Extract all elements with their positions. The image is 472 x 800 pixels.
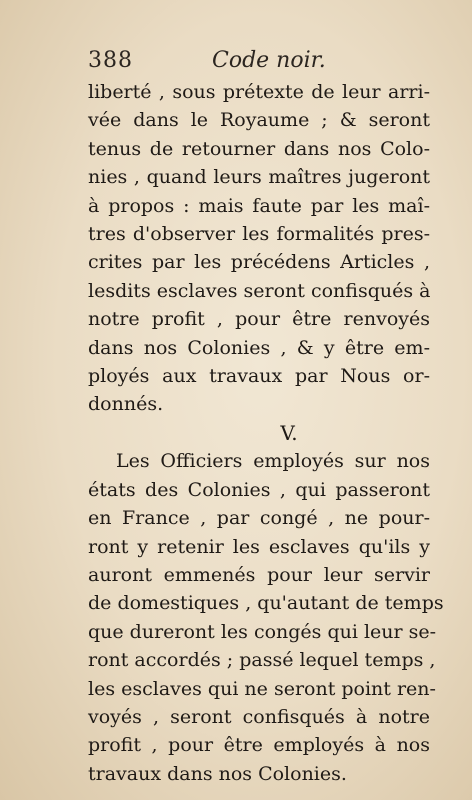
text-line: ront accordés ; passé lequel temps , <box>88 649 436 672</box>
text-line: tenus de retourner dans nos Colo- <box>88 137 430 160</box>
text-line: notre profit , pour être renvoyés <box>88 308 430 331</box>
text-line: les esclaves qui ne seront point ren- <box>88 677 436 700</box>
text-line: que dureront les congés qui leur se- <box>88 620 437 643</box>
text-line: liberté , sous prétexte de leur arri- <box>88 81 430 103</box>
text-line: travaux dans nos Colonies. <box>88 762 347 785</box>
section-heading: V. <box>280 420 298 445</box>
text-line: crites par les précédens Articles , <box>88 251 430 274</box>
text-line: vée dans le Royaume ; & seront <box>88 109 430 132</box>
text-line: Les Officiers employés sur nos <box>116 450 430 473</box>
text-line: auront emmenés pour leur servir <box>88 563 430 586</box>
text-line: en France , par congé , ne pour- <box>88 507 430 530</box>
text-line: ployés aux travaux par Nous or- <box>88 365 430 388</box>
text-line: profit , pour être employés à nos <box>88 734 430 757</box>
text-line: ront y retenir les esclaves qu'ils y <box>88 535 430 558</box>
running-title: Code noir. <box>212 48 326 73</box>
text-line: donnés. <box>88 393 164 416</box>
text-line: états des Colonies , qui passeront <box>88 478 430 501</box>
text-line: dans nos Colonies , & y être em- <box>88 336 430 359</box>
text-line: à propos : mais faute par les maî- <box>88 194 430 217</box>
page-number: 388 <box>88 48 133 73</box>
text-line: tres d'observer les formalités pres- <box>88 223 430 246</box>
body-text <box>88 78 444 788</box>
text-line: de domestiques , qu'autant de temps <box>88 592 444 615</box>
text-line: nies , quand leurs maîtres jugeront <box>88 166 430 189</box>
text-line: lesdits esclaves seront confisqués à <box>88 279 431 302</box>
text-line: voyés , seront confisqués à notre <box>88 705 430 728</box>
